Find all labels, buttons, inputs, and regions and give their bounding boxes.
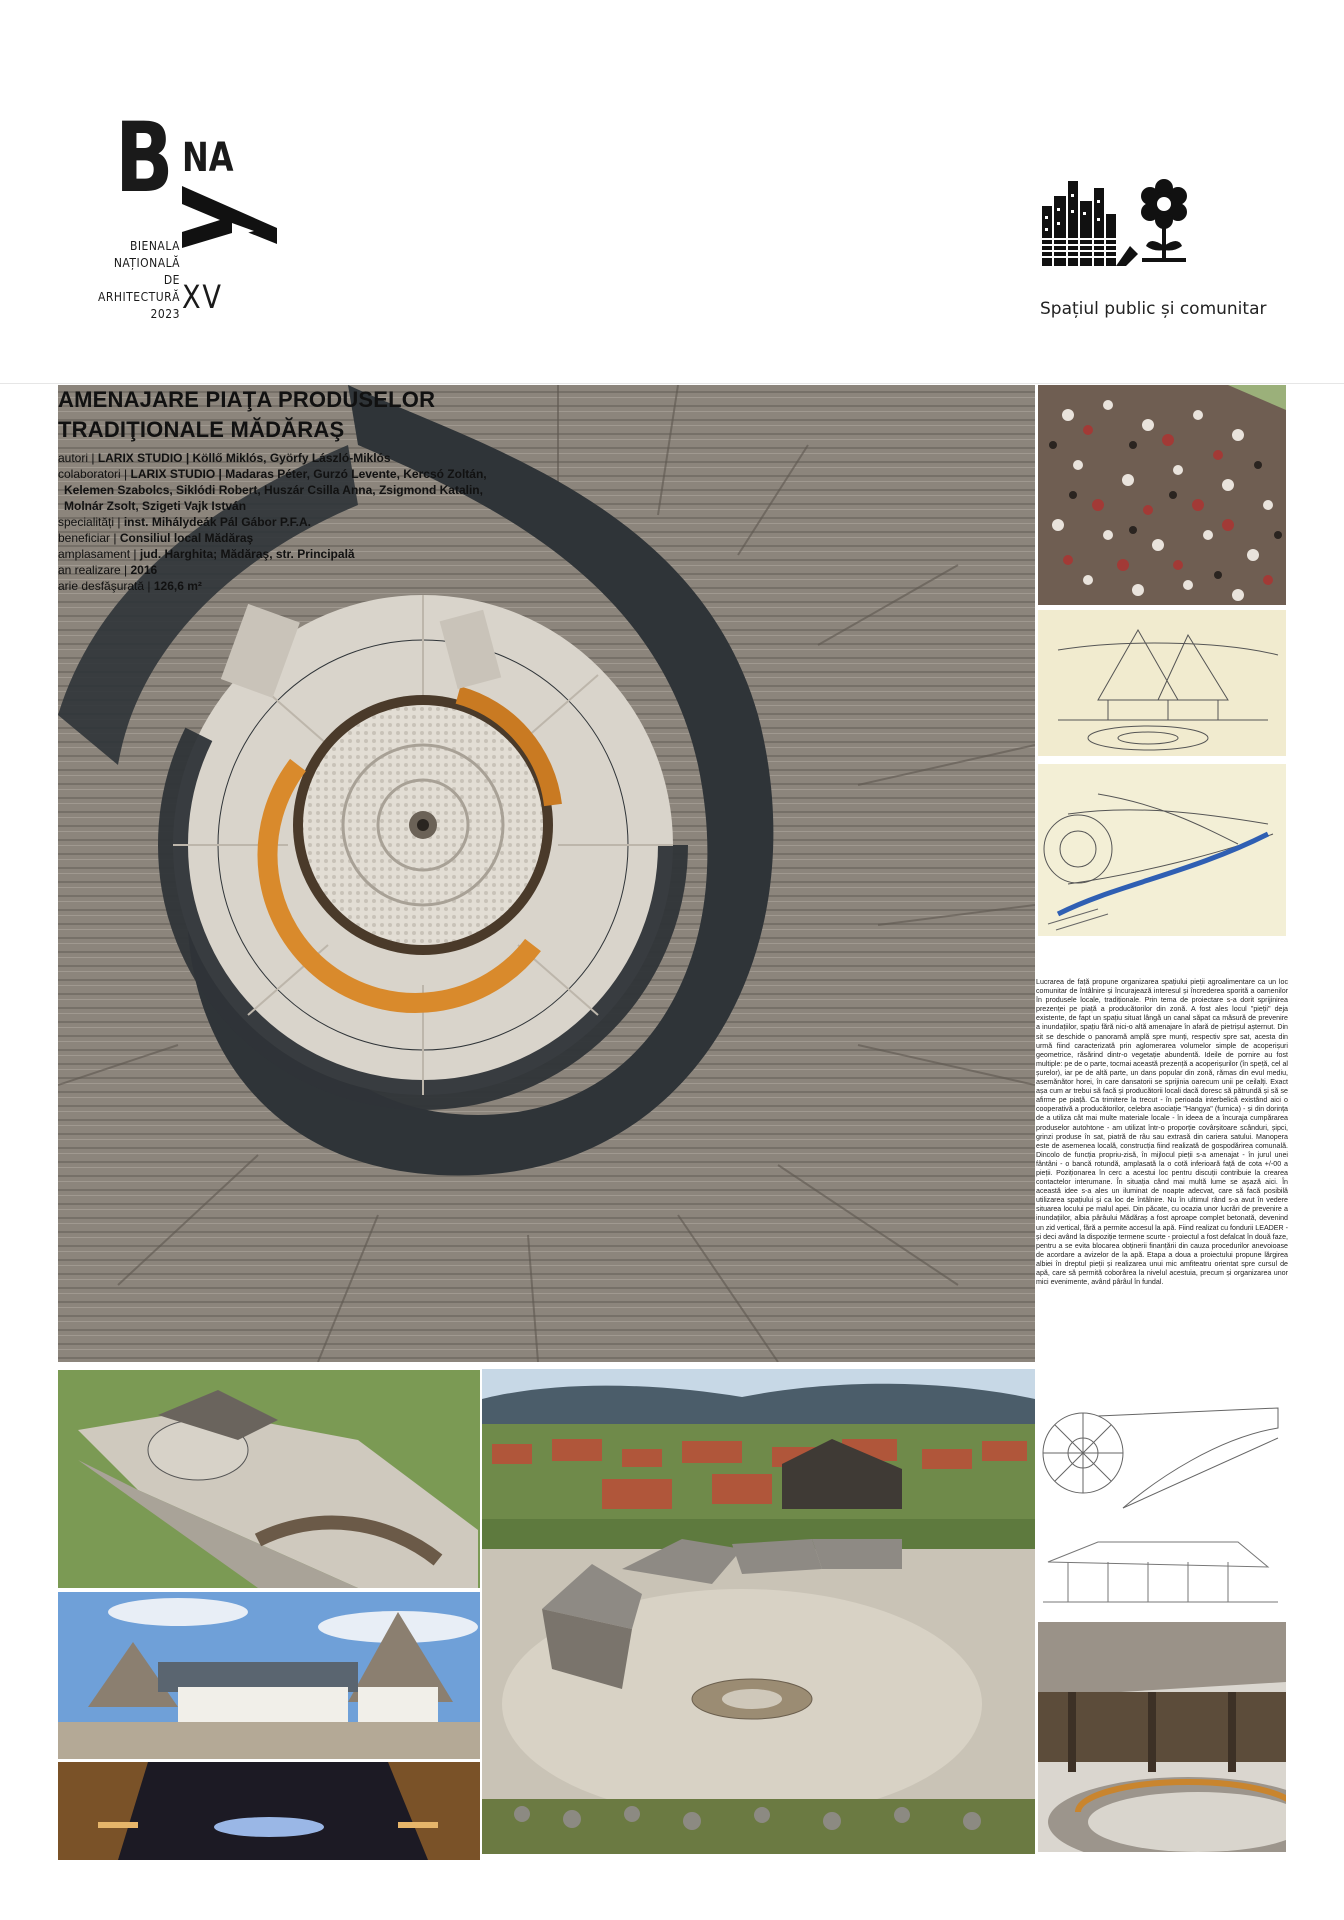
- bna-logo: [90, 102, 300, 350]
- bench-detail-photo: [1038, 1622, 1286, 1852]
- bna-logo-b: B: [115, 102, 172, 214]
- theme-label: Spațiul public și comunitar: [1040, 299, 1267, 319]
- roof-sketch-drawing: [1038, 610, 1286, 756]
- site-plan-sketch: [1038, 764, 1286, 936]
- theme-logo: [1030, 176, 1280, 326]
- night-photo-drawing: [58, 1762, 480, 1860]
- bna-line-3: DE: [163, 273, 180, 287]
- year-line: [58, 562, 578, 578]
- market-front-drawing: [58, 1592, 480, 1759]
- bna-line-1: BIENALA: [129, 239, 180, 253]
- project-title: [58, 385, 578, 445]
- collaborators-line: [58, 466, 578, 482]
- title-line-2: TRADIŢIONALE MĂDĂRAŞ: [58, 417, 345, 442]
- bna-logo-text: [90, 238, 180, 323]
- year-value: 2016: [130, 563, 158, 577]
- header-divider: [0, 383, 1344, 384]
- authors-label: autori |: [58, 451, 95, 465]
- bna-line-5: 2023: [150, 307, 180, 321]
- collaborators-line-2: Kelemen Szabolcs, Siklódi Robert, Huszár Csilla Anna, Zsigmond Katalin,: [64, 483, 483, 497]
- beneficiary-value: Consiliul local Mădăraş: [119, 531, 254, 545]
- area-line: [58, 578, 578, 594]
- location-label: amplasament |: [58, 547, 137, 561]
- site-render-drawing: [58, 1370, 480, 1588]
- section-drawing-svg: [1038, 1522, 1286, 1622]
- bna-logo-na: NA: [182, 135, 234, 181]
- night-interior-photo: [58, 1762, 480, 1860]
- roof-sketch: [1038, 610, 1286, 756]
- beneficiary-line: [58, 530, 578, 546]
- city-and-flower-icon: [1042, 176, 1190, 266]
- site-plan-sketch-drawing: [1038, 764, 1286, 936]
- bench-photo-drawing: [1038, 1622, 1286, 1852]
- specialities-value: inst. Mihálydeák Pál Gábor P.F.A.: [123, 515, 311, 529]
- specialities-label: specialități |: [58, 515, 121, 529]
- collaborators-value: LARIX STUDIO | Madaras Péter, Gurzó Levente, Kercsó Zoltán,: [130, 467, 487, 481]
- location-line: [58, 546, 578, 562]
- area-label: arie desfăşurată |: [58, 579, 151, 593]
- bna-line-4: ARHITECTURĂ: [97, 290, 180, 304]
- location-value: jud. Harghita; Mădăraş, str. Principală: [139, 547, 355, 561]
- authors-line: [58, 450, 578, 466]
- bna-logo-a-shape: [182, 186, 277, 248]
- project-description: Lucrarea de față propune organizarea spațiului pieții agroalimentare ca un loc comunitar de întâlnire și încurajează interesul și încrederea sporită a oamenilor în produsele locale, tradiționale. Prin tema de proiectare s-a dorit sprijinirea prezenței pe piață a producătorilor din zonă. A fost ales locul "pieții" deja existente, de fapt un spațiu situat lângă un canal săpat ca măsură de prevenire a inundațiilor, spațiu fără nici-o altă amenajare în afară de pietrișul așternut. Din sit se deschide o panoramă amplă spre munți, respectiv spre sat, acesta din urmă fiind caracterizată prin aglomerarea volumelor simple de acoperișuri geometrice, răsărind dintr-o vegetație abundentă. Ideile de pornire au fost multiple: pe de o parte, tocmai această prezență a acoperișurilor (în speță, cel al șurelor), iar pe de altă parte, un dans popular din zonă, rămas din evul mediu, asemănător horei, în care dansatorii se sprijinia oarecum unii pe ceilalți. Exact așa cum ar trebui să facă și producătorii locali dacă doresc să pătrundă și să se afirme pe piață. Ca trimitere la trecut - în perioada interbelică existând aici o cooperativă a producătorilor, celebra asociație "Hangya" (furnica) - și din dorința de a utiliza cât mai multe materiale locale - în ideea de a încuraja cumpărarea produselor autohtone - am utilizat într-o proporție covârșitoare scânduri, șipci, grinzi produse în sat, piatră de râu sau extrasă din cariera satului. Manopera este de asemenea locală, construcția fiind realizată de gospodărirea comunală. Dincolo de funcția propriu-zisă, în mijlocul pieții s-a amenajat - în jurul unei fântâni - o bancă rotundă, amplasată la o cotă inferioară față de cota +/-00 a pieții. Poziționarea în cerc a acestui loc pentru discuții contribuie la crearea contactelor interumane. În situația când mai multă lume se așază aici. În această idee s-a ales un iluminat de noapte adecvat, care să facă posibilă utilizarea spațiului și ca loc de întâlnire. Nu în ultimul rând s-a avut în vedere situarea locului pe malul apei. Din păcate, cu ocazia unor lucrări de prevenire a inundațiilor, albia pârâului Mădăraș a fost aproape complet betonată, devenind un zid vertical, fără a permite accesul la apă. Fiind realizat cu fondurii LEADER - și deci având la dispoziție termene scurte - proiectul a fost defalcat în două faze, pentru a se evita blocarea obținerii finanțării din cauza procedurilor anevoioase de acordare a avizelor de la apă. Etapa a doua a proiectului propune lărgirea albiei în dreptul pieții și realizarea unui mic amfiteatru orientat spre cursul de apă, care să permită coborârea la nivelul acestuia, precum și organizarea unor mici evenimente, având pârâul în fundal.: [1036, 978, 1288, 1287]
- authors-value: LARIX STUDIO | Köllő Miklós, Györfy László-Miklós: [97, 451, 391, 465]
- collaborators-label: colaboratori |: [58, 467, 128, 481]
- specialities-line: [58, 514, 578, 530]
- section-drawing: [1038, 1522, 1286, 1622]
- area-value: 126,6 m²: [153, 579, 202, 593]
- project-info: [58, 385, 578, 594]
- title-line-1: AMENAJARE PIAŢA PRODUSELOR: [58, 387, 436, 412]
- village-aerial-drawing: [482, 1369, 1035, 1854]
- crowd-dance-photo: [1038, 385, 1286, 605]
- bna-edition: XV: [182, 278, 223, 316]
- beneficiary-label: beneficiar |: [58, 531, 117, 545]
- plan-drawing: [1038, 1398, 1286, 1522]
- collaborators-line-3: Molnár Zsolt, Szigeti Vajk István: [64, 499, 247, 513]
- site-render: [58, 1370, 480, 1588]
- bna-line-2: NAȚIONALĂ: [113, 256, 180, 270]
- market-front-photo: [58, 1592, 480, 1759]
- village-aerial-photo: [482, 1369, 1035, 1854]
- year-label: an realizare |: [58, 563, 128, 577]
- crowd-photo-drawing: [1038, 385, 1286, 605]
- plan-drawing-svg: [1038, 1398, 1286, 1522]
